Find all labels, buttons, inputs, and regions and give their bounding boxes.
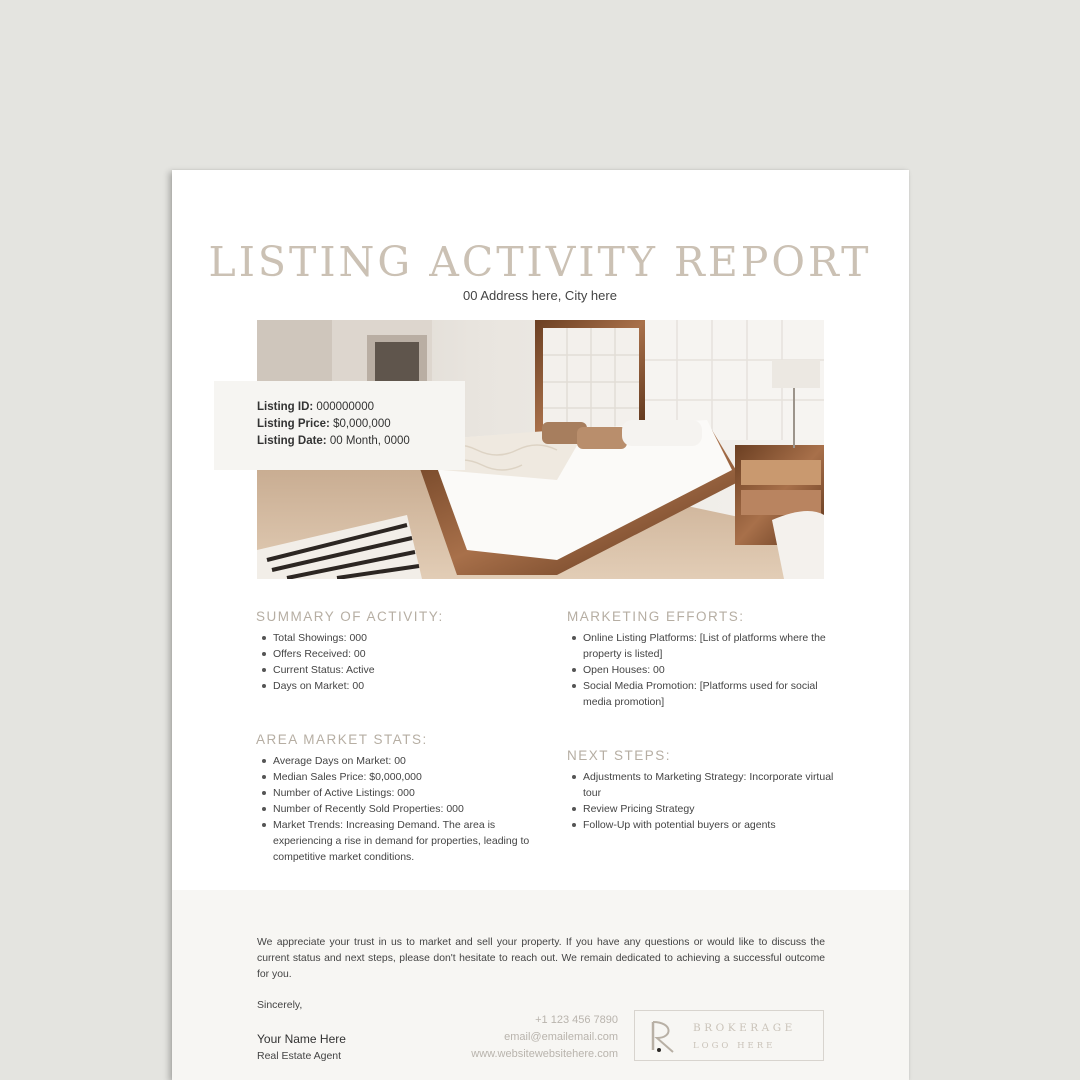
summary-heading: SUMMARY OF ACTIVITY:: [256, 609, 444, 624]
report-title: LISTING ACTIVITY REPORT: [208, 238, 872, 286]
next-steps-list: [567, 769, 838, 833]
list-item: Online Listing Platforms: [List of platforms where the property is listed]: [583, 630, 833, 662]
list-item: Market Trends: Increasing Demand. The area is experiencing a rise in demand for properties, leading to competitive market conditions.: [273, 817, 543, 865]
monogram-r-icon: [649, 1020, 681, 1054]
summary-list: [257, 630, 543, 694]
contact-email[interactable]: email@emailemail.com: [504, 1031, 618, 1043]
list-item: Total Showings: 000: [273, 630, 543, 646]
agent-name: Your Name Here: [257, 1032, 346, 1046]
list-item: Social Media Promotion: [Platforms used for social media promotion]: [583, 678, 833, 710]
contact-phone[interactable]: +1 123 456 7890: [535, 1014, 618, 1026]
listing-date-value: 00 Month, 0000: [329, 435, 410, 447]
listing-date: [257, 435, 410, 447]
listing-date-label: Listing Date:: [257, 435, 327, 447]
list-item: Median Sales Price: $0,000,000: [273, 769, 543, 785]
list-item: Number of Active Listings: 000: [273, 785, 543, 801]
property-address: 00 Address here, City here: [463, 288, 617, 303]
listing-id: [257, 401, 374, 413]
thank-you-paragraph: We appreciate your trust in us to market and sell your property. If you have any questions or would like to discuss the current status and next steps, please don't hesitate to reach out. We remain dedicated to achieving a successful outcome for you.: [257, 937, 825, 980]
list-item: Offers Received: 00: [273, 646, 543, 662]
marketing-heading: MARKETING EFFORTS:: [567, 609, 745, 624]
list-item: Follow-Up with potential buyers or agents: [583, 817, 838, 833]
listing-id-label: Listing ID:: [257, 401, 314, 413]
list-item: Review Pricing Strategy: [583, 801, 838, 817]
next-steps-heading: NEXT STEPS:: [567, 748, 672, 763]
list-item: Open Houses: 00: [583, 662, 833, 678]
list-item: Adjustments to Marketing Strategy: Incorporate virtual tour: [583, 769, 838, 801]
area-stats-heading: AREA MARKET STATS:: [256, 732, 428, 747]
logo-line2: LOGO HERE: [693, 1041, 776, 1051]
marketing-list: [567, 630, 833, 710]
listing-id-value: 000000000: [316, 401, 374, 413]
agent-role: Real Estate Agent: [257, 1050, 342, 1062]
listing-price-label: Listing Price:: [257, 418, 330, 430]
listing-price-value: $0,000,000: [333, 418, 391, 430]
list-item: Average Days on Market: 00: [273, 753, 543, 769]
logo-line1: BROKERAGE: [693, 1022, 796, 1034]
area-stats-list: [257, 753, 543, 865]
list-item: Current Status: Active: [273, 662, 543, 678]
listing-price: [257, 418, 391, 430]
contact-website[interactable]: www.websitewebsitehere.com: [471, 1048, 618, 1060]
list-item: Days on Market: 00: [273, 678, 543, 694]
listing-info-box: [214, 381, 465, 470]
brokerage-logo: [634, 1010, 824, 1061]
sign-off: Sincerely,: [257, 999, 303, 1011]
list-item: Number of Recently Sold Properties: 000: [273, 801, 543, 817]
